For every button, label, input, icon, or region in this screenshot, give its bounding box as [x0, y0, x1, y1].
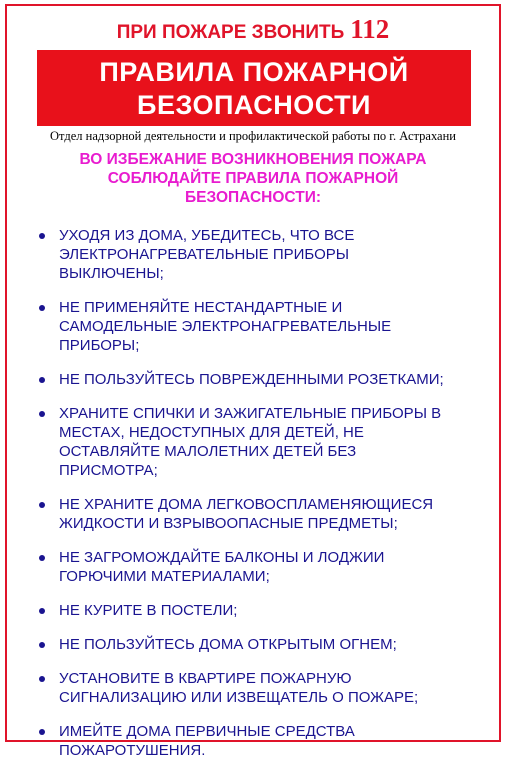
rule-line: ПРИБОРЫ; [59, 337, 140, 354]
rule-line: НЕ ХРАНИТЕ ДОМА ЛЕГКОВОСПЛАМЕНЯЮЩИЕСЯ [59, 496, 434, 513]
bullet-icon [39, 411, 45, 417]
rule-item [33, 601, 491, 620]
rule-line: УСТАНОВИТЕ В КВАРТИРЕ ПОЖАРНУЮ [59, 670, 352, 687]
rule-line: ВЫКЛЮЧЕНЫ; [59, 265, 164, 282]
rule-line: СИГНАЛИЗАЦИЮ ИЛИ ИЗВЕЩАТЕЛЬ О ПОЖАРЕ; [59, 689, 419, 706]
rule-line: НЕ ПОЛЬЗУЙТЕСЬ ПОВРЕЖДЕННЫМИ РОЗЕТКАМИ; [59, 371, 444, 388]
rule-item [33, 722, 491, 760]
rule-item [33, 635, 491, 654]
rule-line: УХОДЯ ИЗ ДОМА, УБЕДИТЕСЬ, ЧТО ВСЕ [59, 227, 355, 244]
rule-line: САМОДЕЛЬНЫЕ ЭЛЕКТРОНАГРЕВАТЕЛЬНЫЕ [59, 318, 392, 335]
subtitle-line-1: ВО ИЗБЕЖАНИЕ ВОЗНИКНОВЕНИЯ ПОЖАРА [79, 151, 427, 168]
bullet-icon [39, 233, 45, 239]
rule-item [33, 495, 491, 533]
bullet-icon [39, 305, 45, 311]
rule-line: ПРИСМОТРА; [59, 462, 158, 479]
rule-line: НЕ ПРИМЕНЯЙТЕ НЕСТАНДАРТНЫЕ И [59, 299, 343, 316]
bullet-icon [39, 377, 45, 383]
subtitle-line-3: БЕЗОПАСНОСТИ: [184, 189, 321, 206]
title-line-1: ПРАВИЛА ПОЖАРНОЙ [99, 57, 409, 87]
rule-line: ГОРЮЧИМИ МАТЕРИАЛАМИ; [59, 568, 270, 585]
title-banner [37, 50, 471, 126]
rule-item [33, 669, 491, 707]
hotline-text: ПРИ ПОЖАРЕ ЗВОНИТЬ [116, 22, 345, 43]
bullet-icon [39, 608, 45, 614]
rule-line: ПОЖАРОТУШЕНИЯ. [59, 742, 206, 759]
bullet-icon [39, 642, 45, 648]
rule-item [33, 298, 491, 355]
rule-item [33, 404, 491, 480]
rule-line: МЕСТАХ, НЕДОСТУПНЫХ ДЛЯ ДЕТЕЙ, НЕ [59, 424, 364, 441]
poster [5, 4, 501, 759]
rule-item [33, 370, 491, 389]
rule-line: ИМЕЙТЕ ДОМА ПЕРВИЧНЫЕ СРЕДСТВА [59, 723, 355, 740]
rule-line: ОСТАВЛЯЙТЕ МАЛОЛЕТНИХ ДЕТЕЙ БЕЗ [59, 443, 357, 460]
rule-line: НЕ ЗАГРОМОЖДАЙТЕ БАЛКОНЫ И ЛОДЖИИ [59, 549, 385, 566]
department-name: Отдел надзорной деятельности и профилактической работы по г. Астрахани [50, 129, 456, 143]
title-line-2: БЕЗОПАСНОСТИ [137, 90, 371, 120]
subtitle [7, 150, 499, 207]
rules-list [33, 226, 491, 775]
subtitle-line-2: СОБЛЮДАЙТЕ ПРАВИЛА ПОЖАРНОЙ [107, 170, 399, 187]
rule-line: НЕ ПОЛЬЗУЙТЕСЬ ДОМА ОТКРЫТЫМ ОГНЕМ; [59, 636, 397, 653]
rule-line: ЖИДКОСТИ И ВЗРЫВООПАСНЫЕ ПРЕДМЕТЫ; [59, 515, 398, 532]
bullet-icon [39, 729, 45, 735]
hotline-number: 112 [350, 14, 390, 44]
rule-item [33, 226, 491, 283]
rule-item [33, 548, 491, 586]
rule-line: НЕ КУРИТЕ В ПОСТЕЛИ; [59, 602, 238, 619]
bullet-icon [39, 502, 45, 508]
emergency-hotline [7, 14, 499, 45]
bullet-icon [39, 676, 45, 682]
bullet-icon [39, 555, 45, 561]
rule-line: ЭЛЕКТРОНАГРЕВАТЕЛЬНЫЕ ПРИБОРЫ [59, 246, 350, 263]
rule-line: ХРАНИТЕ СПИЧКИ И ЗАЖИГАТЕЛЬНЫЕ ПРИБОРЫ В [59, 405, 442, 422]
